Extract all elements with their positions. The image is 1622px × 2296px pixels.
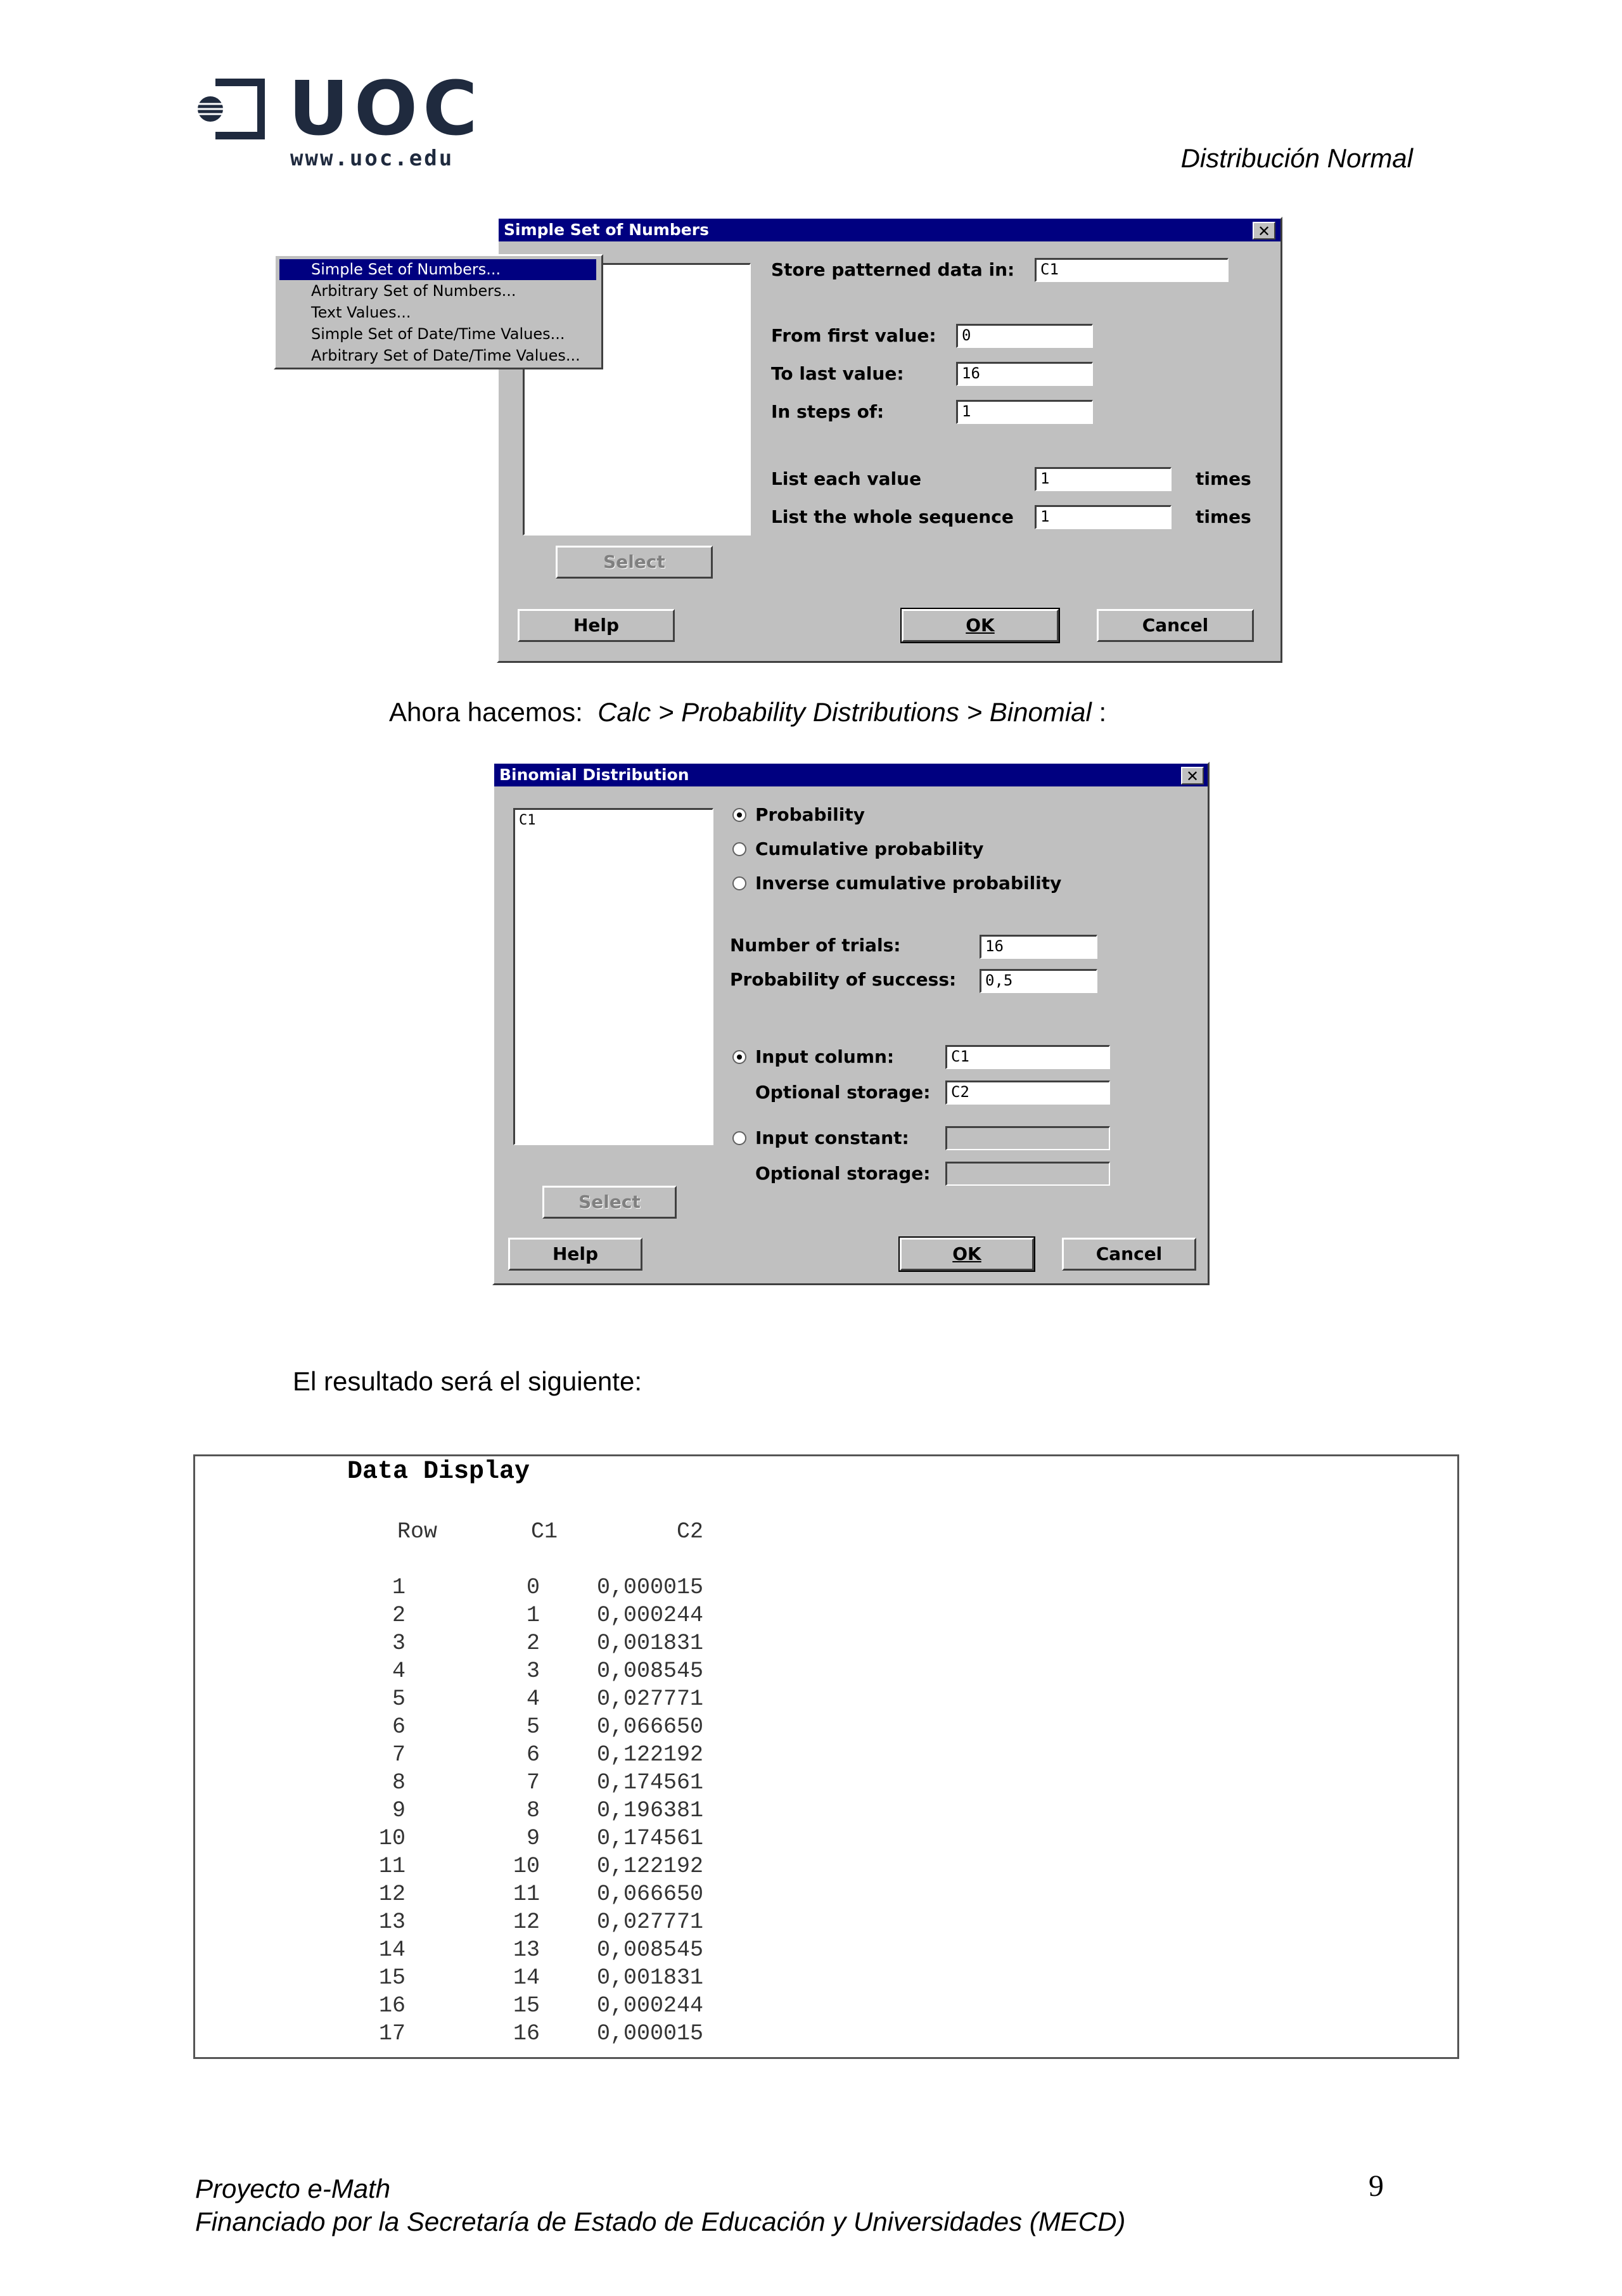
list-each-label: List each value: [771, 468, 922, 489]
optional-storage-field[interactable]: C2: [945, 1081, 1110, 1105]
table-cell: 13: [513, 1937, 540, 1963]
cumulative-label: Cumulative probability: [755, 838, 984, 859]
result-text: El resultado será el siguiente:: [293, 1366, 642, 1396]
close-icon[interactable]: ✕: [1253, 222, 1275, 240]
probability-label: Probability: [755, 804, 865, 825]
help-button[interactable]: Help: [508, 1238, 642, 1271]
input-column-radio[interactable]: [732, 1050, 746, 1064]
dialog-titlebar: Binomial Distribution: [494, 764, 1208, 786]
from-field[interactable]: 0: [956, 324, 1093, 348]
list-whole-label: List the whole sequence: [771, 506, 1014, 527]
prob-success-label: Probability of success:: [730, 969, 957, 990]
instruction-suffix: :: [1091, 697, 1107, 727]
table-cell: 14: [378, 1937, 406, 1963]
table-cell: 0,001831: [596, 1631, 703, 1656]
menu-item-arbitrary-datetime[interactable]: Arbitrary Set of Date/Time Values...: [311, 347, 580, 364]
table-cell: 2: [392, 1603, 406, 1628]
cancel-button[interactable]: Cancel: [1062, 1238, 1196, 1271]
column-listbox[interactable]: [513, 808, 713, 1145]
make-patterned-data-menu: [274, 254, 603, 369]
dialog-titlebar: Simple Set of Numbers: [499, 219, 1280, 241]
table-cell: 4: [526, 1686, 540, 1712]
steps-label: In steps of:: [771, 401, 884, 422]
table-cell: 1: [526, 1603, 540, 1628]
binomial-dialog: [492, 762, 1210, 1285]
table-cell: 14: [513, 1965, 540, 1991]
table-cell: 15: [513, 1993, 540, 2018]
header-c2: C2: [676, 1519, 703, 1544]
menu-item-simple-set[interactable]: Simple Set of Numbers...: [279, 259, 596, 280]
optional-storage-label: Optional storage:: [755, 1082, 931, 1103]
table-cell: 10: [513, 1854, 540, 1879]
table-cell: 6: [526, 1742, 540, 1767]
uoc-logo-icon: [196, 77, 266, 141]
table-cell: 0,001831: [596, 1965, 703, 1991]
inverse-radio[interactable]: [732, 876, 746, 890]
table-cell: 0,027771: [596, 1686, 703, 1712]
table-cell: 0,174561: [596, 1826, 703, 1851]
table-cell: 0,196381: [596, 1798, 703, 1823]
table-cell: 12: [378, 1882, 406, 1907]
close-icon[interactable]: ✕: [1181, 767, 1204, 785]
select-button[interactable]: Select: [556, 546, 713, 579]
table-cell: 0,000244: [596, 1993, 703, 2018]
list-item[interactable]: C1: [519, 812, 536, 828]
table-cell: 15: [378, 1965, 406, 1991]
table-cell: 2: [526, 1631, 540, 1656]
table-cell: 0,008545: [596, 1937, 703, 1963]
header-row: Row: [397, 1519, 437, 1544]
optional-storage2-field[interactable]: [945, 1162, 1110, 1186]
select-button[interactable]: Select: [542, 1186, 677, 1219]
store-field[interactable]: C1: [1035, 258, 1229, 282]
table-cell: 13: [378, 1909, 406, 1935]
menu-item-arbitrary-set[interactable]: Arbitrary Set of Numbers...: [311, 282, 516, 300]
table-cell: 5: [526, 1714, 540, 1740]
table-cell: 9: [392, 1798, 406, 1823]
table-cell: 6: [392, 1714, 406, 1740]
trials-field[interactable]: 16: [980, 935, 1097, 959]
table-cell: 0,027771: [596, 1909, 703, 1935]
prob-success-field[interactable]: 0,5: [980, 969, 1097, 993]
table-cell: 7: [392, 1742, 406, 1767]
logo-text: UOC: [288, 65, 483, 152]
cancel-button[interactable]: Cancel: [1097, 609, 1254, 642]
list-whole-unit: times: [1196, 506, 1251, 527]
input-column-label: Input column:: [755, 1046, 895, 1067]
table-cell: 0,008545: [596, 1658, 703, 1684]
ok-button[interactable]: OK: [900, 1238, 1034, 1271]
table-cell: 0,174561: [596, 1770, 703, 1795]
header-c1: C1: [530, 1519, 558, 1544]
to-field[interactable]: 16: [956, 362, 1093, 386]
table-cell: 12: [513, 1909, 540, 1935]
page-number: 9: [1369, 2169, 1384, 2203]
steps-field[interactable]: 1: [956, 400, 1093, 424]
input-constant-field[interactable]: [945, 1126, 1110, 1150]
footer-funding: Financiado por la Secretaría de Estado de Educación y Universidades (MECD): [195, 2207, 1126, 2236]
table-cell: 0: [526, 1575, 540, 1600]
table-cell: 3: [392, 1631, 406, 1656]
table-cell: 0,122192: [596, 1742, 703, 1767]
table-cell: 17: [378, 2021, 406, 2046]
table-cell: 3: [526, 1658, 540, 1684]
inverse-label: Inverse cumulative probability: [755, 873, 1062, 894]
table-cell: 9: [526, 1826, 540, 1851]
table-cell: 7: [526, 1770, 540, 1795]
document-title: Distribución Normal: [1180, 143, 1413, 173]
list-each-field[interactable]: 1: [1035, 467, 1172, 491]
table-cell: 0,000244: [596, 1603, 703, 1628]
data-display-title: Data Display: [347, 1458, 530, 1486]
table-cell: 4: [392, 1658, 406, 1684]
list-whole-field[interactable]: 1: [1035, 505, 1172, 529]
help-button[interactable]: Help: [518, 609, 675, 642]
table-cell: 0,122192: [596, 1854, 703, 1879]
list-each-unit: times: [1196, 468, 1251, 489]
ok-button[interactable]: OK: [902, 609, 1059, 642]
menu-item-simple-datetime[interactable]: Simple Set of Date/Time Values...: [311, 325, 565, 343]
footer-project: Proyecto e-Math: [195, 2174, 391, 2203]
table-cell: 0,000015: [596, 1575, 703, 1600]
table-cell: 8: [392, 1770, 406, 1795]
trials-label: Number of trials:: [730, 935, 901, 956]
table-cell: 11: [513, 1882, 540, 1907]
instruction-path: Calc > Probability Distributions > Binomial: [597, 697, 1092, 727]
table-cell: 1: [392, 1575, 406, 1600]
cumulative-radio[interactable]: [732, 842, 746, 856]
table-cell: 0,000015: [596, 2021, 703, 2046]
optional-storage2-label: Optional storage:: [755, 1163, 931, 1184]
table-cell: 8: [526, 1798, 540, 1823]
table-cell: 16: [378, 1993, 406, 2018]
logo-url: www.uoc.edu: [290, 146, 454, 171]
from-label: From first value:: [771, 325, 936, 346]
probability-radio[interactable]: [732, 808, 746, 822]
instruction-prefix: Ahora hacemos:: [389, 697, 591, 727]
simple-set-dialog: [497, 217, 1282, 663]
table-cell: 16: [513, 2021, 540, 2046]
instruction-line: [389, 697, 1106, 728]
menu-item-text-values[interactable]: Text Values...: [311, 304, 411, 321]
table-cell: 11: [378, 1854, 406, 1879]
table-cell: 0,066650: [596, 1714, 703, 1740]
to-label: To last value:: [771, 363, 904, 384]
input-constant-label: Input constant:: [755, 1127, 909, 1148]
store-label: Store patterned data in:: [771, 259, 1015, 280]
table-cell: 10: [378, 1826, 406, 1851]
input-constant-radio[interactable]: [732, 1131, 746, 1145]
table-cell: 0,066650: [596, 1882, 703, 1907]
input-column-field[interactable]: C1: [945, 1045, 1110, 1069]
table-cell: 5: [392, 1686, 406, 1712]
